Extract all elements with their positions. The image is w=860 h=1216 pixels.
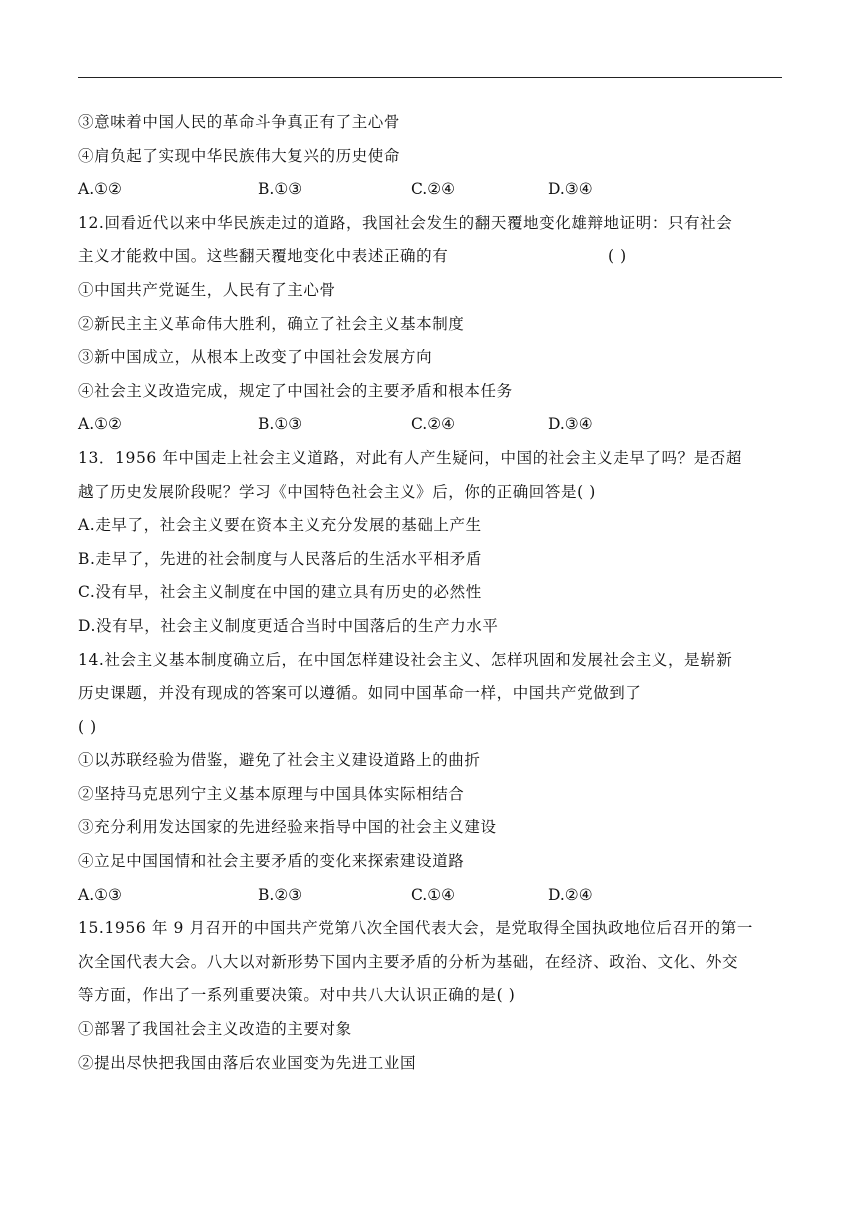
q12-item-2: ②新民主主义革命伟大胜利，确立了社会主义基本制度 xyxy=(78,314,465,333)
q13-choice-d: D.没有早，社会主义制度更适合当时中国落后的生产力水平 xyxy=(78,616,499,635)
q12-stem-text: 主义才能救中国。这些翻天覆地变化中表述正确的有 xyxy=(78,247,449,266)
q11-item-4: ④肩负起了实现中华民族伟大复兴的历史使命 xyxy=(78,146,401,165)
q14-stem-line-1: 14.社会主义基本制度确立后，在中国怎样建设社会主义、怎样巩固和发展社会主义，是崭新 xyxy=(78,650,733,669)
q14-option-a: A.①③ xyxy=(78,885,122,904)
q11-option-c: C.②④ xyxy=(411,180,456,199)
q11-options xyxy=(78,173,782,207)
q11-option-b: B.①③ xyxy=(258,180,303,199)
q12-item-1: ①中国共产党诞生，人民有了主心骨 xyxy=(78,280,336,299)
q14-item-1: ①以苏联经验为借鉴，避免了社会主义建设道路上的曲折 xyxy=(78,751,481,770)
q15-item-1: ①部署了我国社会主义改造的主要对象 xyxy=(78,1020,352,1039)
q15-stem-line-3: 等方面，作出了一系列重要决策。对中共八大认识正确的是( ) xyxy=(78,986,516,1005)
q11-option-d: D.③④ xyxy=(548,180,593,199)
q14-item-4: ④立足中国国情和社会主要矛盾的变化来探索建设道路 xyxy=(78,852,465,871)
header-rule xyxy=(78,77,782,78)
q14-stem-line-2: 历史课题，并没有现成的答案可以遵循。如同中国革命一样，中国共产党做到了 xyxy=(78,684,642,703)
q15-item-2: ②提出尽快把我国由落后农业国变为先进工业国 xyxy=(78,1053,417,1072)
q13-choice-c: C.没有早，社会主义制度在中国的建立具有历史的必然性 xyxy=(78,583,482,602)
q15-stem-line-2: 次全国代表大会。八大以对新形势下国内主要矛盾的分析为基础，在经济、政治、文化、外交 xyxy=(78,952,739,971)
q11-option-a: A.①② xyxy=(78,180,122,199)
q12-option-d: D.③④ xyxy=(548,415,593,434)
q12-option-c: C.②④ xyxy=(411,415,456,434)
q12-stem-line-1: 12.回看近代以来中华民族走过的道路，我国社会发生的翻天覆地变化雄辩地证明：只有社会 xyxy=(78,213,733,232)
q15-stem-line-1: 15.1956 年 9 月召开的中国共产党第八次全国代表大会，是党取得全国执政地位后召开的第一 xyxy=(78,919,753,938)
q11-item-3: ③意味着中国人民的革命斗争真正有了主心骨 xyxy=(78,113,401,131)
q14-options xyxy=(78,879,782,913)
q14-item-3: ③充分利用发达国家的先进经验来指导中国的社会主义建设 xyxy=(78,818,497,837)
q12-item-3: ③新中国成立，从根本上改变了中国社会发展方向 xyxy=(78,348,433,367)
q14-item-2: ②坚持马克思列宁主义基本原理与中国具体实际相结合 xyxy=(78,784,465,803)
q14-answer-blank: ( ) xyxy=(78,717,97,736)
q14-option-b: B.②③ xyxy=(258,885,303,904)
q12-option-b: B.①③ xyxy=(258,415,303,434)
q13-choice-b: B.走早了，先进的社会制度与人民落后的生活水平相矛盾 xyxy=(78,549,482,568)
q13-stem-line-2: 越了历史发展阶段呢？学习《中国特色社会主义》后，你的正确回答是( ) xyxy=(78,482,596,501)
q12-options xyxy=(78,408,782,442)
q13-choice-a: A.走早了，社会主义要在资本主义充分发展的基础上产生 xyxy=(78,516,482,535)
question-sheet xyxy=(78,106,782,1080)
q14-option-d: D.②④ xyxy=(548,885,593,904)
q12-stem-line-2 xyxy=(78,240,782,274)
q14-option-c: C.①④ xyxy=(411,885,456,904)
q13-stem-line-1: 13．1956 年中国走上社会主义道路，对此有人产生疑问，中国的社会主义走早了吗？是否超 xyxy=(78,448,742,467)
q12-option-a: A.①② xyxy=(78,415,122,434)
q12-item-4: ④社会主义改造完成，规定了中国社会的主要矛盾和根本任务 xyxy=(78,381,513,400)
q12-answer-blank: ( ) xyxy=(608,247,627,266)
